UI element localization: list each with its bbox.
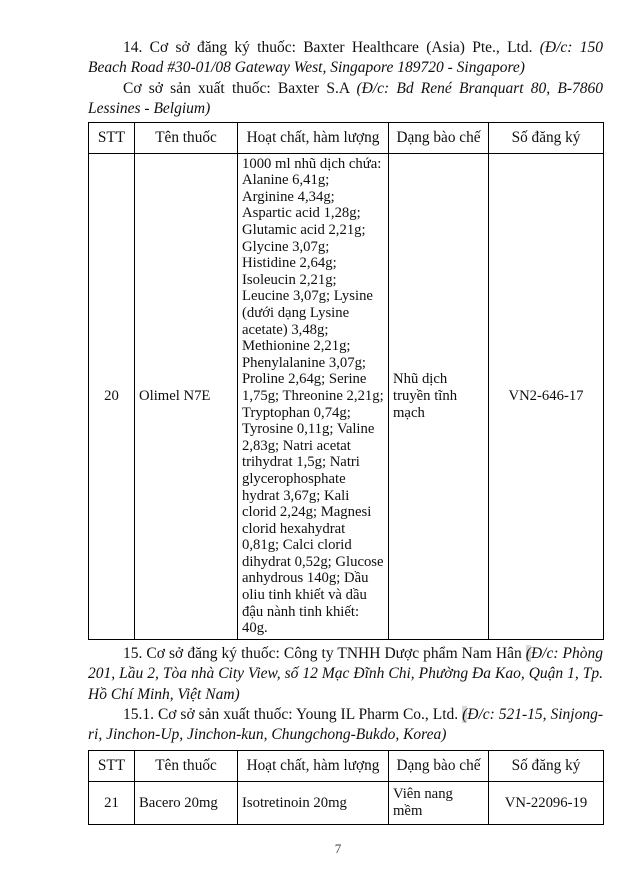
section-14-registrant [88,38,603,79]
cell-stt: 21 [89,781,135,824]
section-15-1-manufacturer [88,705,603,746]
cell-active-ingredients: Isotretinoin 20mg [238,781,389,824]
section-15-1-manufacturer-address: Đ/c: 521-15, Sinjong-ri, Jinchon-Up, Jinchon-kun, Chungchong-Bukdo, Korea) [88,706,603,744]
drug-table-1-header-row [89,122,604,153]
column-header-stt: STT [89,122,135,153]
column-header-dang-bao-che: Dạng bào chế [389,750,489,781]
section-14-registrant-text: 14. Cơ sở đăng ký thuốc: Baxter Healthcare (Asia) Pte., Ltd. [123,39,540,56]
page-content [88,38,603,857]
cell-drug-name: Olimel N7E [135,153,238,639]
column-header-hoat-chat: Hoạt chất, hàm lượng [238,122,389,153]
highlighted-paren: ( [525,644,531,662]
cell-dosage-form: Nhũ dịch truyền tĩnh mạch [389,153,489,639]
section-14-registrant-address: (Đ/c: 150 Beach Road #30-01/08 Gateway West, Singapore 189720 - Singapore) [88,39,604,77]
drug-table-2 [88,750,604,825]
section-15-registrant-address: Đ/c: Phòng 201, Lầu 2, Tòa nhà City View, số 12 Mạc Đĩnh Chi, Phường Đa Kao, Quận 1, Tp. Hồ Chí Minh, Việt Nam) [88,644,604,703]
drug-table-1 [88,122,604,640]
table-row-drug-21 [89,781,604,824]
column-header-so-dang-ky: Số đăng ký [489,750,604,781]
cell-registration-number: VN2-646-17 [489,153,604,639]
column-header-hoat-chat: Hoạt chất, hàm lượng [238,750,389,781]
cell-registration-number: VN-22096-19 [489,781,604,824]
section-14-manufacturer-text: Cơ sở sản xuất thuốc: Baxter S.A [123,79,357,97]
section-15-registrant-text: 15. Cơ sở đăng ký thuốc: Công ty TNHH Dược phẩm Nam Hân [123,644,526,662]
cell-drug-name: Bacero 20mg [135,781,238,824]
highlighted-paren: ( [462,706,468,724]
cell-dosage-form: Viên nang mềm [389,781,489,824]
section-15-1-manufacturer-text: 15.1. Cơ sở sản xuất thuốc: Young IL Pharm Co., Ltd. [123,706,463,724]
column-header-ten-thuoc: Tên thuốc [135,122,238,153]
cell-stt: 20 [89,153,135,639]
section-14-manufacturer [88,79,603,120]
cell-active-ingredients: 1000 ml nhũ dịch chứa: Alanine 6,41g; Arginine 4,34g; Aspartic acid 1,28g; Glutamic acid 2,21g; Glycine 3,07g; Histidine 2,64g; Isoleucin 2,21g; Leucine 3,07g; Lysine (dưới dạng Lysine acetate) 3,48g; Methionine 2,21g; Phenylalanine 3,07g; Proline 2,64g; Serine 1,75g; Threonine 2,21g; Tryptophan 0,74g; Tyrosine 0,11g; Valine 2,83g; Natri acetat trihydrat 1,5g; Natri glycerophosphate hydrat 3,67g; Kali clorid 2,24g; Magnesi clorid hexahydrat 0,81g; Calci clorid dihydrat 0,52g; Glucose anhydrous 140g; Dầu oliu tinh khiết và dầu đậu nành tinh khiết: 40g. [238,153,389,639]
section-14-manufacturer-address: (Đ/c: Bd René Branquart 80, B-7860 Lessines - Belgium) [88,79,603,118]
column-header-dang-bao-che: Dạng bào chế [389,122,489,153]
section-15-registrant [88,644,603,705]
column-header-stt: STT [89,750,135,781]
table-row-drug-20 [89,153,604,639]
drug-table-2-header-row [89,750,604,781]
column-header-so-dang-ky: Số đăng ký [489,122,604,153]
page-number: 7 [334,840,342,856]
column-header-ten-thuoc: Tên thuốc [135,750,238,781]
